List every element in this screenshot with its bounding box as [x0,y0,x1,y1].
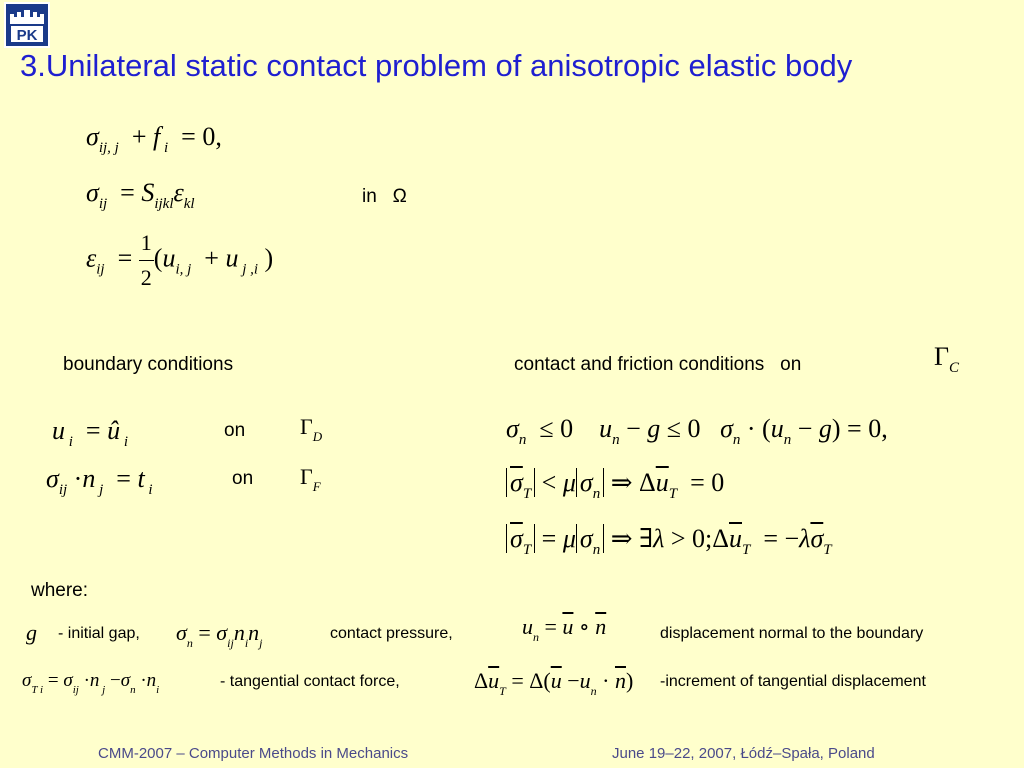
tangential-increment-label: -increment of tangential displacement [660,673,926,690]
normal-displacement-label: displacement normal to the boundary [660,625,924,642]
gamma-f-symbol: $\Gamma_F$ [300,464,321,494]
domain-in-label: in Ω [362,186,407,207]
equation-equilibrium: $\sigma_{ij, j} + f$ $_i$ = 0, [86,122,222,156]
contact-pressure-formula: $\sigma_n = \sigma_{ij}n_in_j$ [176,620,263,650]
university-castle-logo-icon [4,2,50,48]
boundary-conditions-heading: boundary conditions [63,354,234,375]
normal-displacement-formula: $u_n = \overline{u}$ ∘ $\overline{n}$ [522,614,607,644]
gamma-c-symbol: $\Gamma_C$ [934,342,960,376]
friction-stick: $\overline{\sigma}_T < \mu$ $\sigma_n$ ⇒ $\Delta\overline{u}_T = 0$ [506,468,724,503]
friction-slip: $\overline{\sigma}_T = \mu$ $\sigma_n$ ⇒ ∃λ > $0;\Delta\overline{u}_T = -\lambda\overline{\sigma}_T$ [506,524,832,559]
tangential-force-formula: $\sigma_{T i} = \sigma_{ij} \cdot n$ $_j -\sigma_n \cdot n_i$ [22,670,160,696]
equation-constitutive: $\sigma_{ij} = S_{ijkl}\varepsilon_{kl}$ [86,178,195,212]
equation-strain: $\varepsilon_{ij}$ = $\frac{1}{2}$ ($u_{i, j} + u$ $_{j ,i}$ ) [86,226,273,295]
bc-displacement: u $_i$ = û $_i$ [52,416,129,450]
bc-on-label-2: on [232,468,254,489]
gamma-d-symbol: $\Gamma_D$ [300,414,323,444]
svg-text:PK: PK [16,27,38,44]
page-title: 3.Unilateral static contact problem of anisotropic elastic body [20,48,853,83]
bc-traction: $\sigma_{ij} \cdot n$ $_j$ = t $_i$ [46,464,153,498]
where-label: where: [31,580,89,601]
contact-pressure-label: contact pressure, [330,625,453,642]
bc-on-label-1: on [224,420,246,441]
contact-unilateral: $\sigma_n \le 0$ $u_n - g \le 0$ $\sigma_n \cdot (u_n - g) = 0$, [506,414,888,448]
university-logo [4,2,50,48]
gap-symbol: g [26,620,37,645]
gap-definition: - initial gap, [58,625,140,642]
tangential-increment-formula: $\Delta\overline{u}_T = \Delta(\overline{u} -u_n \cdot \overline{n})$ [474,668,634,698]
contact-conditions-heading: contact and friction conditions on [514,354,802,375]
footer-conference: CMM-2007 – Computer Methods in Mechanics [98,745,409,762]
footer-date-location: June 19–22, 2007, Łódź–Spała, Poland [612,745,875,762]
tangential-force-label: - tangential contact force, [220,673,400,690]
